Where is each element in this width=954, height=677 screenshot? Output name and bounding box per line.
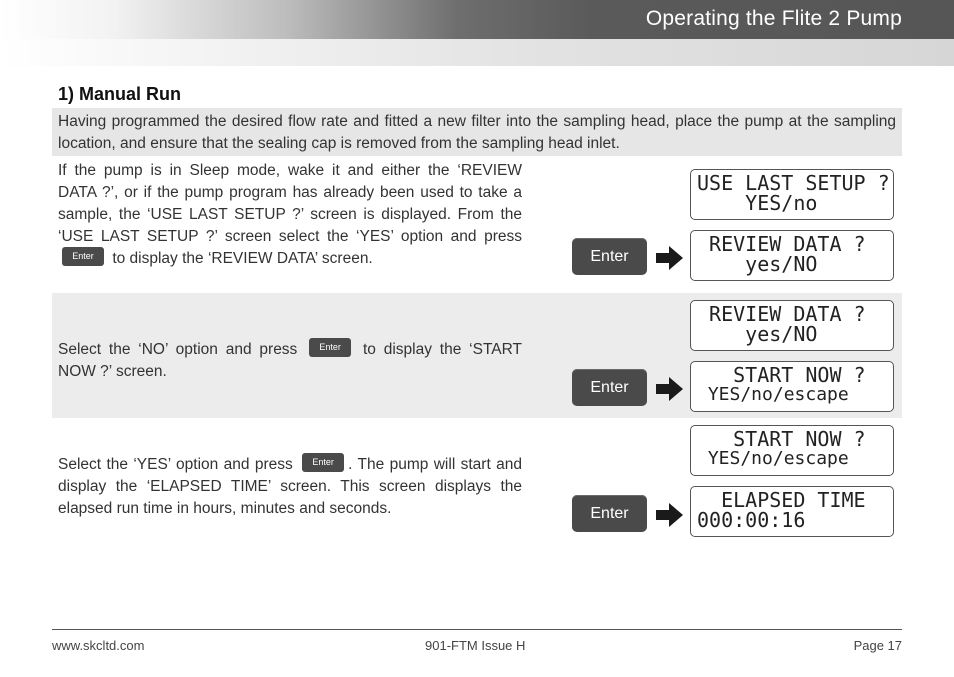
right-arrow-icon: [656, 377, 683, 401]
footer-divider: [52, 629, 902, 630]
lcd-screen-review-data: REVIEW DATA ? yes/NO: [690, 230, 894, 281]
lcd-screen-elapsed-time: ELAPSED TIME 000:00:16: [690, 486, 894, 537]
step-1-text: If the pump is in Sleep mode, wake it and either the ‘REVIEW DATA ?’, or if the pump program has already been used to take a sample, the ‘USE LAST SETUP ?’ screen is displayed. From the ‘USE LAST SETUP ?’ screen select the ‘YES’ option and press Enter to display the ‘REVIEW DATA’ screen.: [58, 162, 522, 267]
enter-button[interactable]: Enter: [572, 495, 647, 532]
page-title: Operating the Flite 2 Pump: [645, 7, 902, 30]
lcd-screen-start-now: START NOW ? YES/no/escape: [690, 361, 894, 412]
lcd-screen-start-now: START NOW ? YES/no/escape: [690, 425, 894, 476]
inline-enter-key: Enter: [62, 247, 104, 266]
section-title: 1) Manual Run: [58, 84, 182, 104]
header-bar: [0, 0, 954, 39]
footer-document-id: 901-FTM Issue H: [425, 638, 526, 653]
inline-enter-key: Enter: [302, 453, 344, 472]
right-arrow-icon: [656, 503, 683, 527]
inline-enter-key: Enter: [309, 338, 351, 357]
header-subbar: [0, 39, 954, 66]
footer-website-link[interactable]: www.skcltd.com: [52, 638, 145, 653]
enter-button[interactable]: Enter: [572, 238, 647, 275]
step-2-text: Select the ‘NO’ option and press Enter to display the ‘START NOW ?’ screen.: [58, 339, 522, 383]
step-3-text: Select the ‘YES’ option and press Enter . The pump will start and display the ‘ELAPSED TIME’ screen. This screen displays the elapsed run time in hours, minutes and seconds.: [58, 454, 522, 520]
lcd-screen-use-last-setup: USE LAST SETUP ? YES/no: [690, 169, 894, 220]
lcd-screen-review-data: REVIEW DATA ? yes/NO: [690, 300, 894, 351]
right-arrow-icon: [656, 246, 683, 270]
enter-button[interactable]: Enter: [572, 369, 647, 406]
intro-paragraph: Having programmed the desired flow rate and fitted a new filter into the sampling head, place the pump at the sampling location, and ensure that the sealing cap is removed from the sampling head inlet.: [52, 108, 902, 156]
footer-page-number: Page 17: [853, 638, 902, 653]
